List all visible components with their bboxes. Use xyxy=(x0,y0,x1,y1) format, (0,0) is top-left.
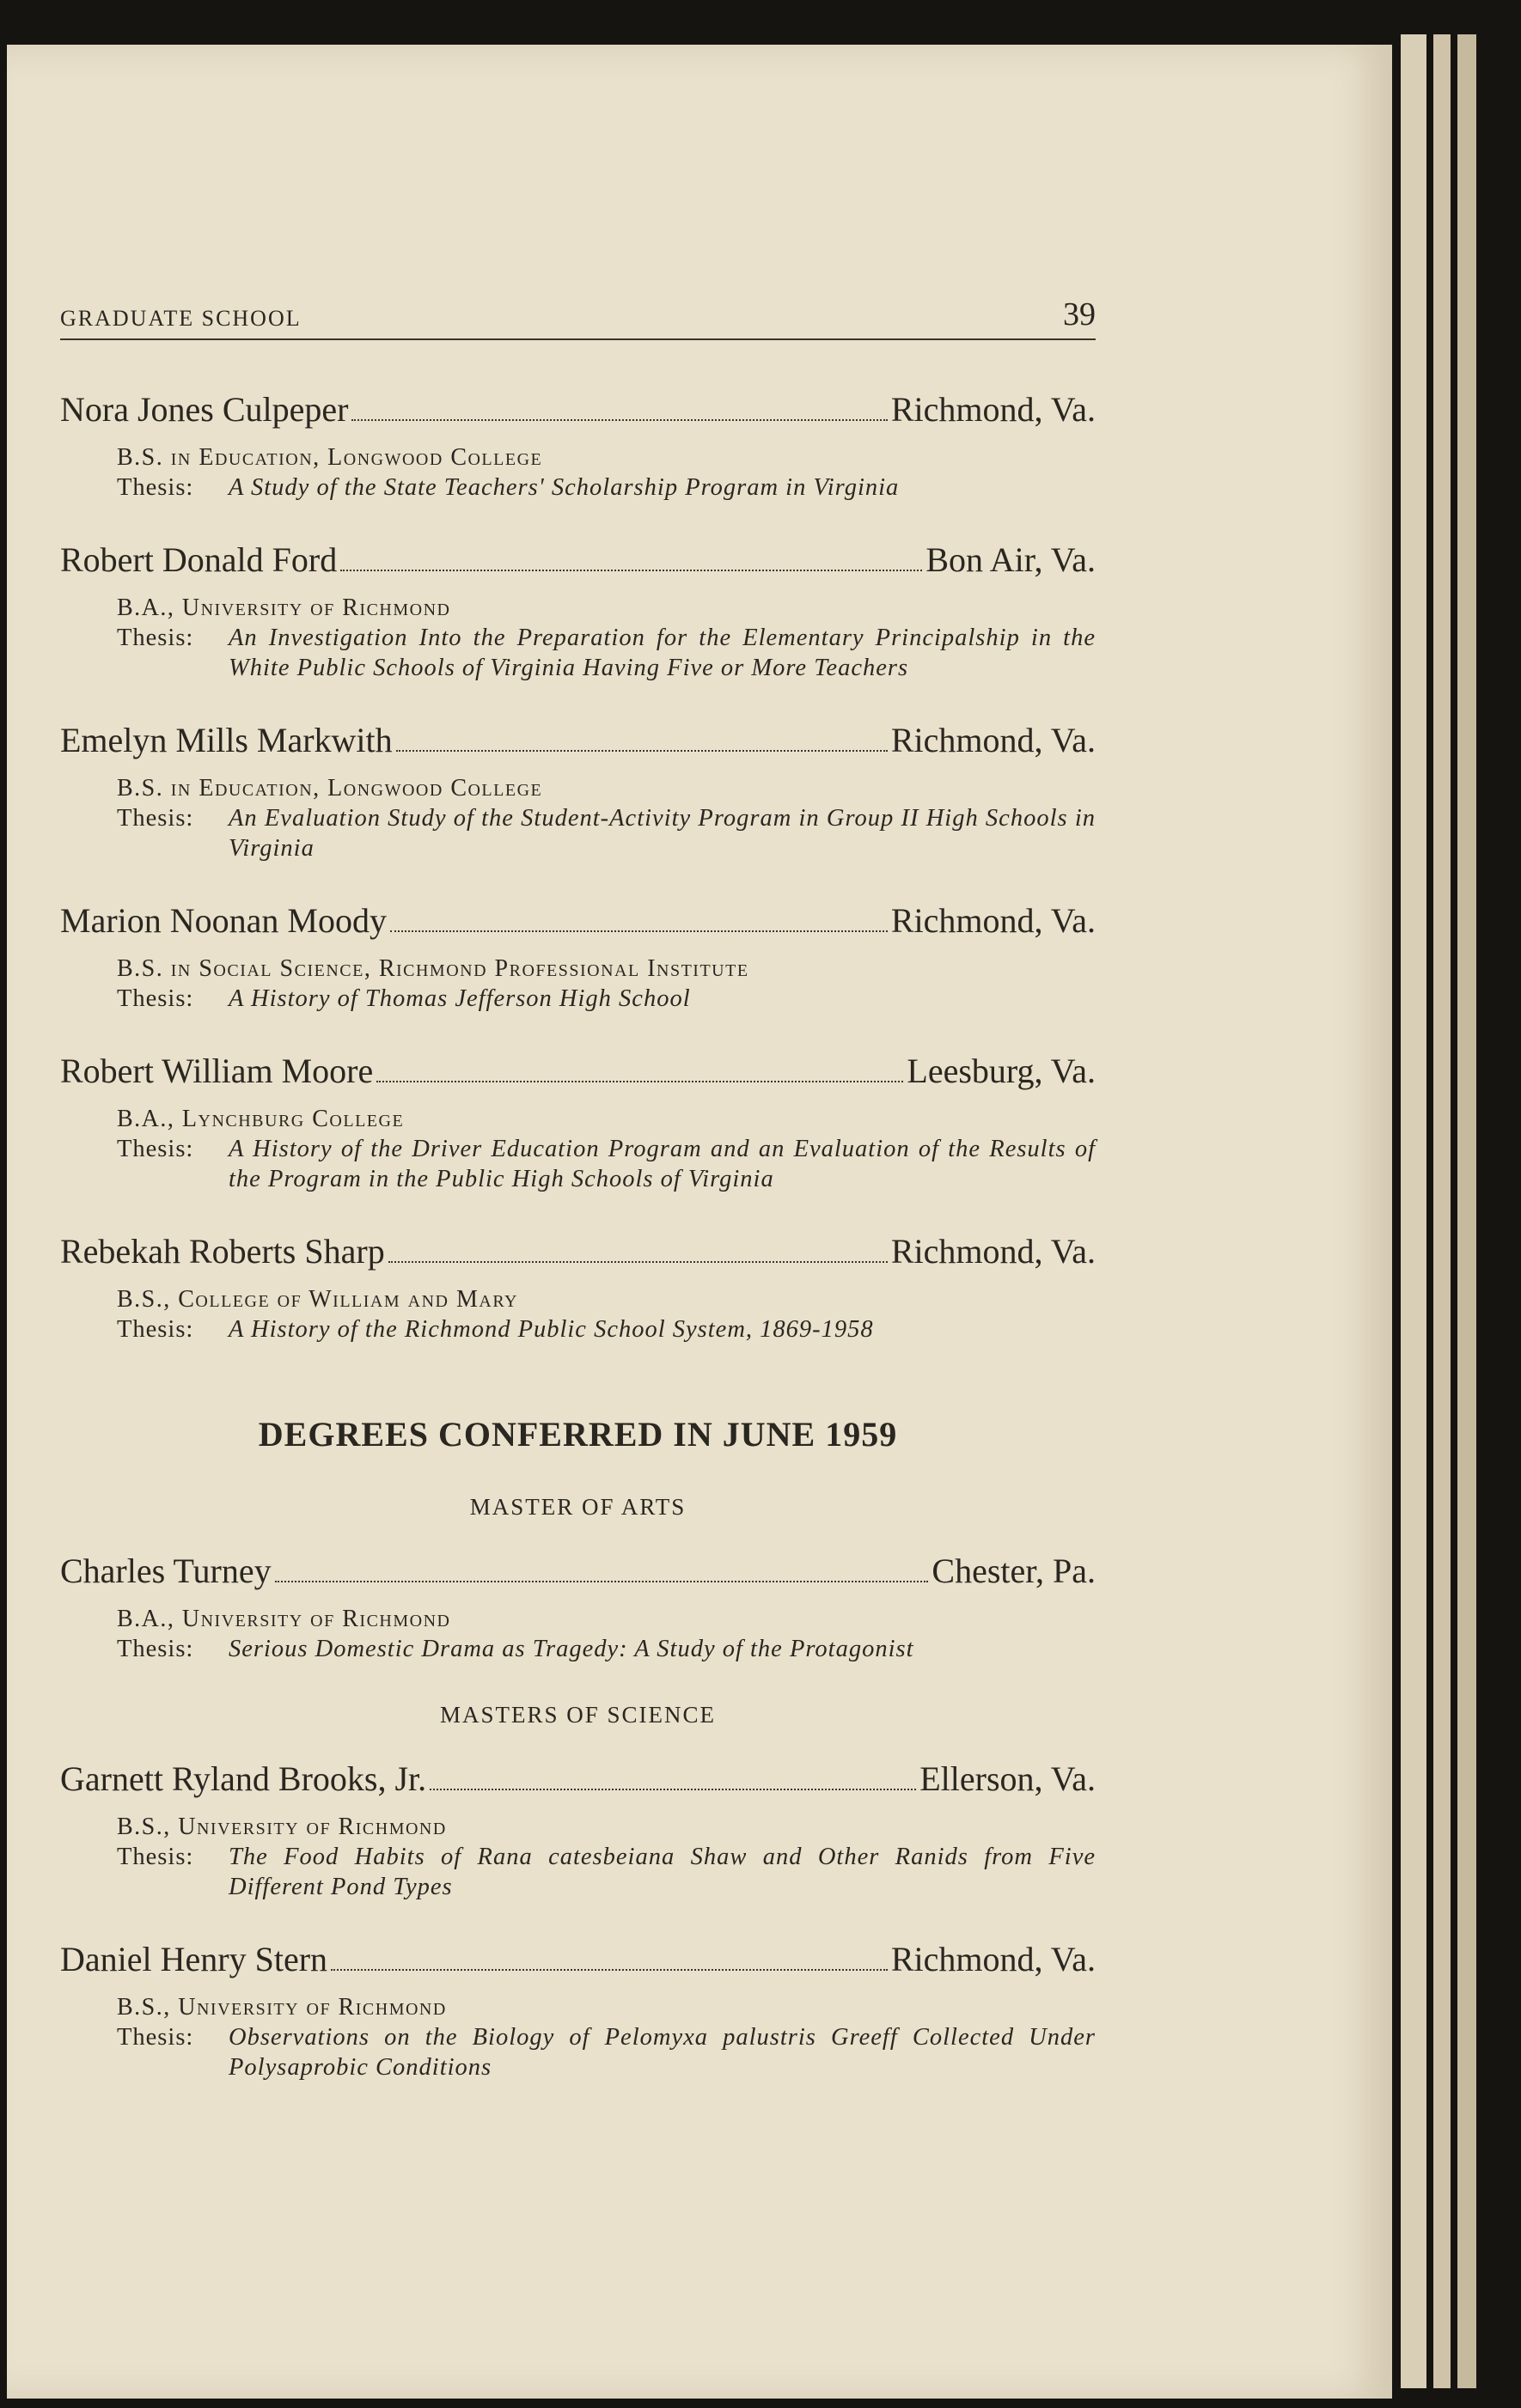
graduate-hometown: Richmond, Va. xyxy=(890,1940,1096,1978)
page-edge-1 xyxy=(1401,34,1426,2388)
graduate-name: Emelyn Mills Markwith xyxy=(60,721,393,759)
graduate-name: Nora Jones Culpeper xyxy=(60,390,349,429)
dot-leader xyxy=(388,1261,888,1263)
thesis-line xyxy=(117,803,1096,863)
subsection-master-of-arts: MASTER OF ARTS xyxy=(469,1494,687,1520)
prior-degree: B.A., University of Richmond xyxy=(117,1606,451,1632)
prior-degree: B.S., College of William and Mary xyxy=(117,1286,518,1313)
name-line xyxy=(60,899,1096,942)
dot-leader xyxy=(275,1581,929,1582)
thesis-label: Thesis: xyxy=(117,805,194,832)
dot-leader xyxy=(376,1081,903,1082)
dot-leader xyxy=(331,1969,888,1971)
graduate-name: Rebekah Roberts Sharp xyxy=(60,1232,385,1271)
thesis-title: A History of the Richmond Public School System, 1869-1958 xyxy=(229,1316,874,1343)
subsection-masters-of-science: MASTERS OF SCIENCE xyxy=(439,1702,717,1728)
graduate-name: Charles Turney xyxy=(60,1551,272,1590)
page-header xyxy=(60,296,1096,340)
graduate-hometown: Chester, Pa. xyxy=(932,1551,1096,1590)
running-head: GRADUATE SCHOOL xyxy=(60,306,302,331)
page-edge-3 xyxy=(1457,34,1476,2388)
name-line xyxy=(60,388,1096,431)
graduate-hometown: Richmond, Va. xyxy=(890,721,1096,759)
graduate-hometown: Richmond, Va. xyxy=(890,901,1096,940)
graduate-entry xyxy=(60,719,1096,863)
graduate-hometown: Leesburg, Va. xyxy=(907,1052,1096,1090)
page-edge-2 xyxy=(1433,34,1451,2388)
entries-group-masters-of-science xyxy=(60,1758,1096,2082)
graduate-hometown: Richmond, Va. xyxy=(890,1232,1096,1271)
graduate-entry xyxy=(60,1230,1096,1344)
thesis-line xyxy=(117,1314,1096,1344)
graduate-entry xyxy=(60,388,1096,503)
dot-leader xyxy=(396,750,888,752)
thesis-title: Serious Domestic Drama as Tragedy: A Study of the Protagonist xyxy=(229,1636,914,1662)
entries-group-master-of-arts xyxy=(60,1550,1096,1664)
name-line xyxy=(60,539,1096,582)
thesis-label: Thesis: xyxy=(117,985,194,1012)
thesis-line xyxy=(117,2022,1096,2082)
name-line xyxy=(60,1938,1096,1981)
thesis-line xyxy=(117,1134,1096,1194)
graduate-name: Marion Noonan Moody xyxy=(60,901,387,940)
prior-degree: B.S., University of Richmond xyxy=(117,1994,447,2021)
name-line xyxy=(60,719,1096,762)
name-line xyxy=(60,1550,1096,1593)
dot-leader xyxy=(430,1789,916,1790)
thesis-label: Thesis: xyxy=(117,1844,194,1870)
dot-leader xyxy=(340,570,922,571)
dot-leader xyxy=(351,419,887,421)
thesis-title: Observations on the Biology of Pelomyxa palustris Greeff Collected Under Polysaprobic Conditions xyxy=(229,2024,1096,2081)
prior-degree: B.A., University of Richmond xyxy=(117,594,451,621)
graduate-entry xyxy=(60,539,1096,683)
prior-degree: B.S., University of Richmond xyxy=(117,1814,447,1840)
thesis-title: The Food Habits of Rana catesbeiana Shaw and Other Ranids from Five Different Pond Types xyxy=(229,1844,1096,1900)
thesis-label: Thesis: xyxy=(117,1136,194,1162)
thesis-label: Thesis: xyxy=(117,1316,194,1343)
prior-degree: B.S. in Education, Longwood College xyxy=(117,775,543,802)
page-number: 39 xyxy=(1063,296,1096,332)
thesis-label: Thesis: xyxy=(117,2024,194,2051)
thesis-title: A Study of the State Teachers' Scholarship Program in Virginia xyxy=(229,474,900,501)
dot-leader xyxy=(390,930,888,932)
graduate-hometown: Ellerson, Va. xyxy=(919,1759,1096,1798)
section-title: DEGREES CONFERRED IN JUNE 1959 xyxy=(258,1415,898,1454)
prior-degree: B.S. in Social Science, Richmond Professional Institute xyxy=(117,955,749,982)
thesis-label: Thesis: xyxy=(117,474,194,501)
name-line xyxy=(60,1230,1096,1273)
graduate-hometown: Richmond, Va. xyxy=(890,390,1096,429)
graduate-name: Garnett Ryland Brooks, Jr. xyxy=(60,1759,427,1798)
thesis-line xyxy=(117,984,1096,1014)
graduate-name: Robert Donald Ford xyxy=(60,540,338,579)
graduate-name: Daniel Henry Stern xyxy=(60,1940,328,1978)
thesis-line xyxy=(117,623,1096,683)
thesis-label: Thesis: xyxy=(117,1636,194,1662)
thesis-label: Thesis: xyxy=(117,625,194,651)
name-line xyxy=(60,1050,1096,1093)
thesis-line xyxy=(117,1634,1096,1664)
graduate-entry xyxy=(60,1758,1096,1902)
graduate-entry xyxy=(60,1938,1096,2082)
graduate-entry xyxy=(60,899,1096,1014)
thesis-title: A History of Thomas Jefferson High School xyxy=(229,985,691,1012)
prior-degree: B.S. in Education, Longwood College xyxy=(117,444,543,471)
prior-degree: B.A., Lynchburg College xyxy=(117,1106,405,1132)
thesis-title: A History of the Driver Education Program and an Evaluation of the Results of the Program in the Public High Schools of Virginia xyxy=(229,1136,1096,1192)
thesis-title: An Evaluation Study of the Student-Activity Program in Group II High Schools in Virginia xyxy=(229,805,1096,862)
name-line xyxy=(60,1758,1096,1801)
graduate-name: Robert William Moore xyxy=(60,1052,374,1090)
page-content xyxy=(60,388,1096,2082)
thesis-line xyxy=(117,1842,1096,1902)
graduate-entry xyxy=(60,1550,1096,1664)
graduate-entry xyxy=(60,1050,1096,1194)
thesis-line xyxy=(117,472,1096,503)
entries-group-continued xyxy=(60,388,1096,1344)
graduate-hometown: Bon Air, Va. xyxy=(925,540,1096,579)
thesis-title: An Investigation Into the Preparation for the Elementary Principalship in the White Public Schools of Virginia Having Five or More Teachers xyxy=(229,625,1096,681)
book-page xyxy=(7,45,1392,2399)
